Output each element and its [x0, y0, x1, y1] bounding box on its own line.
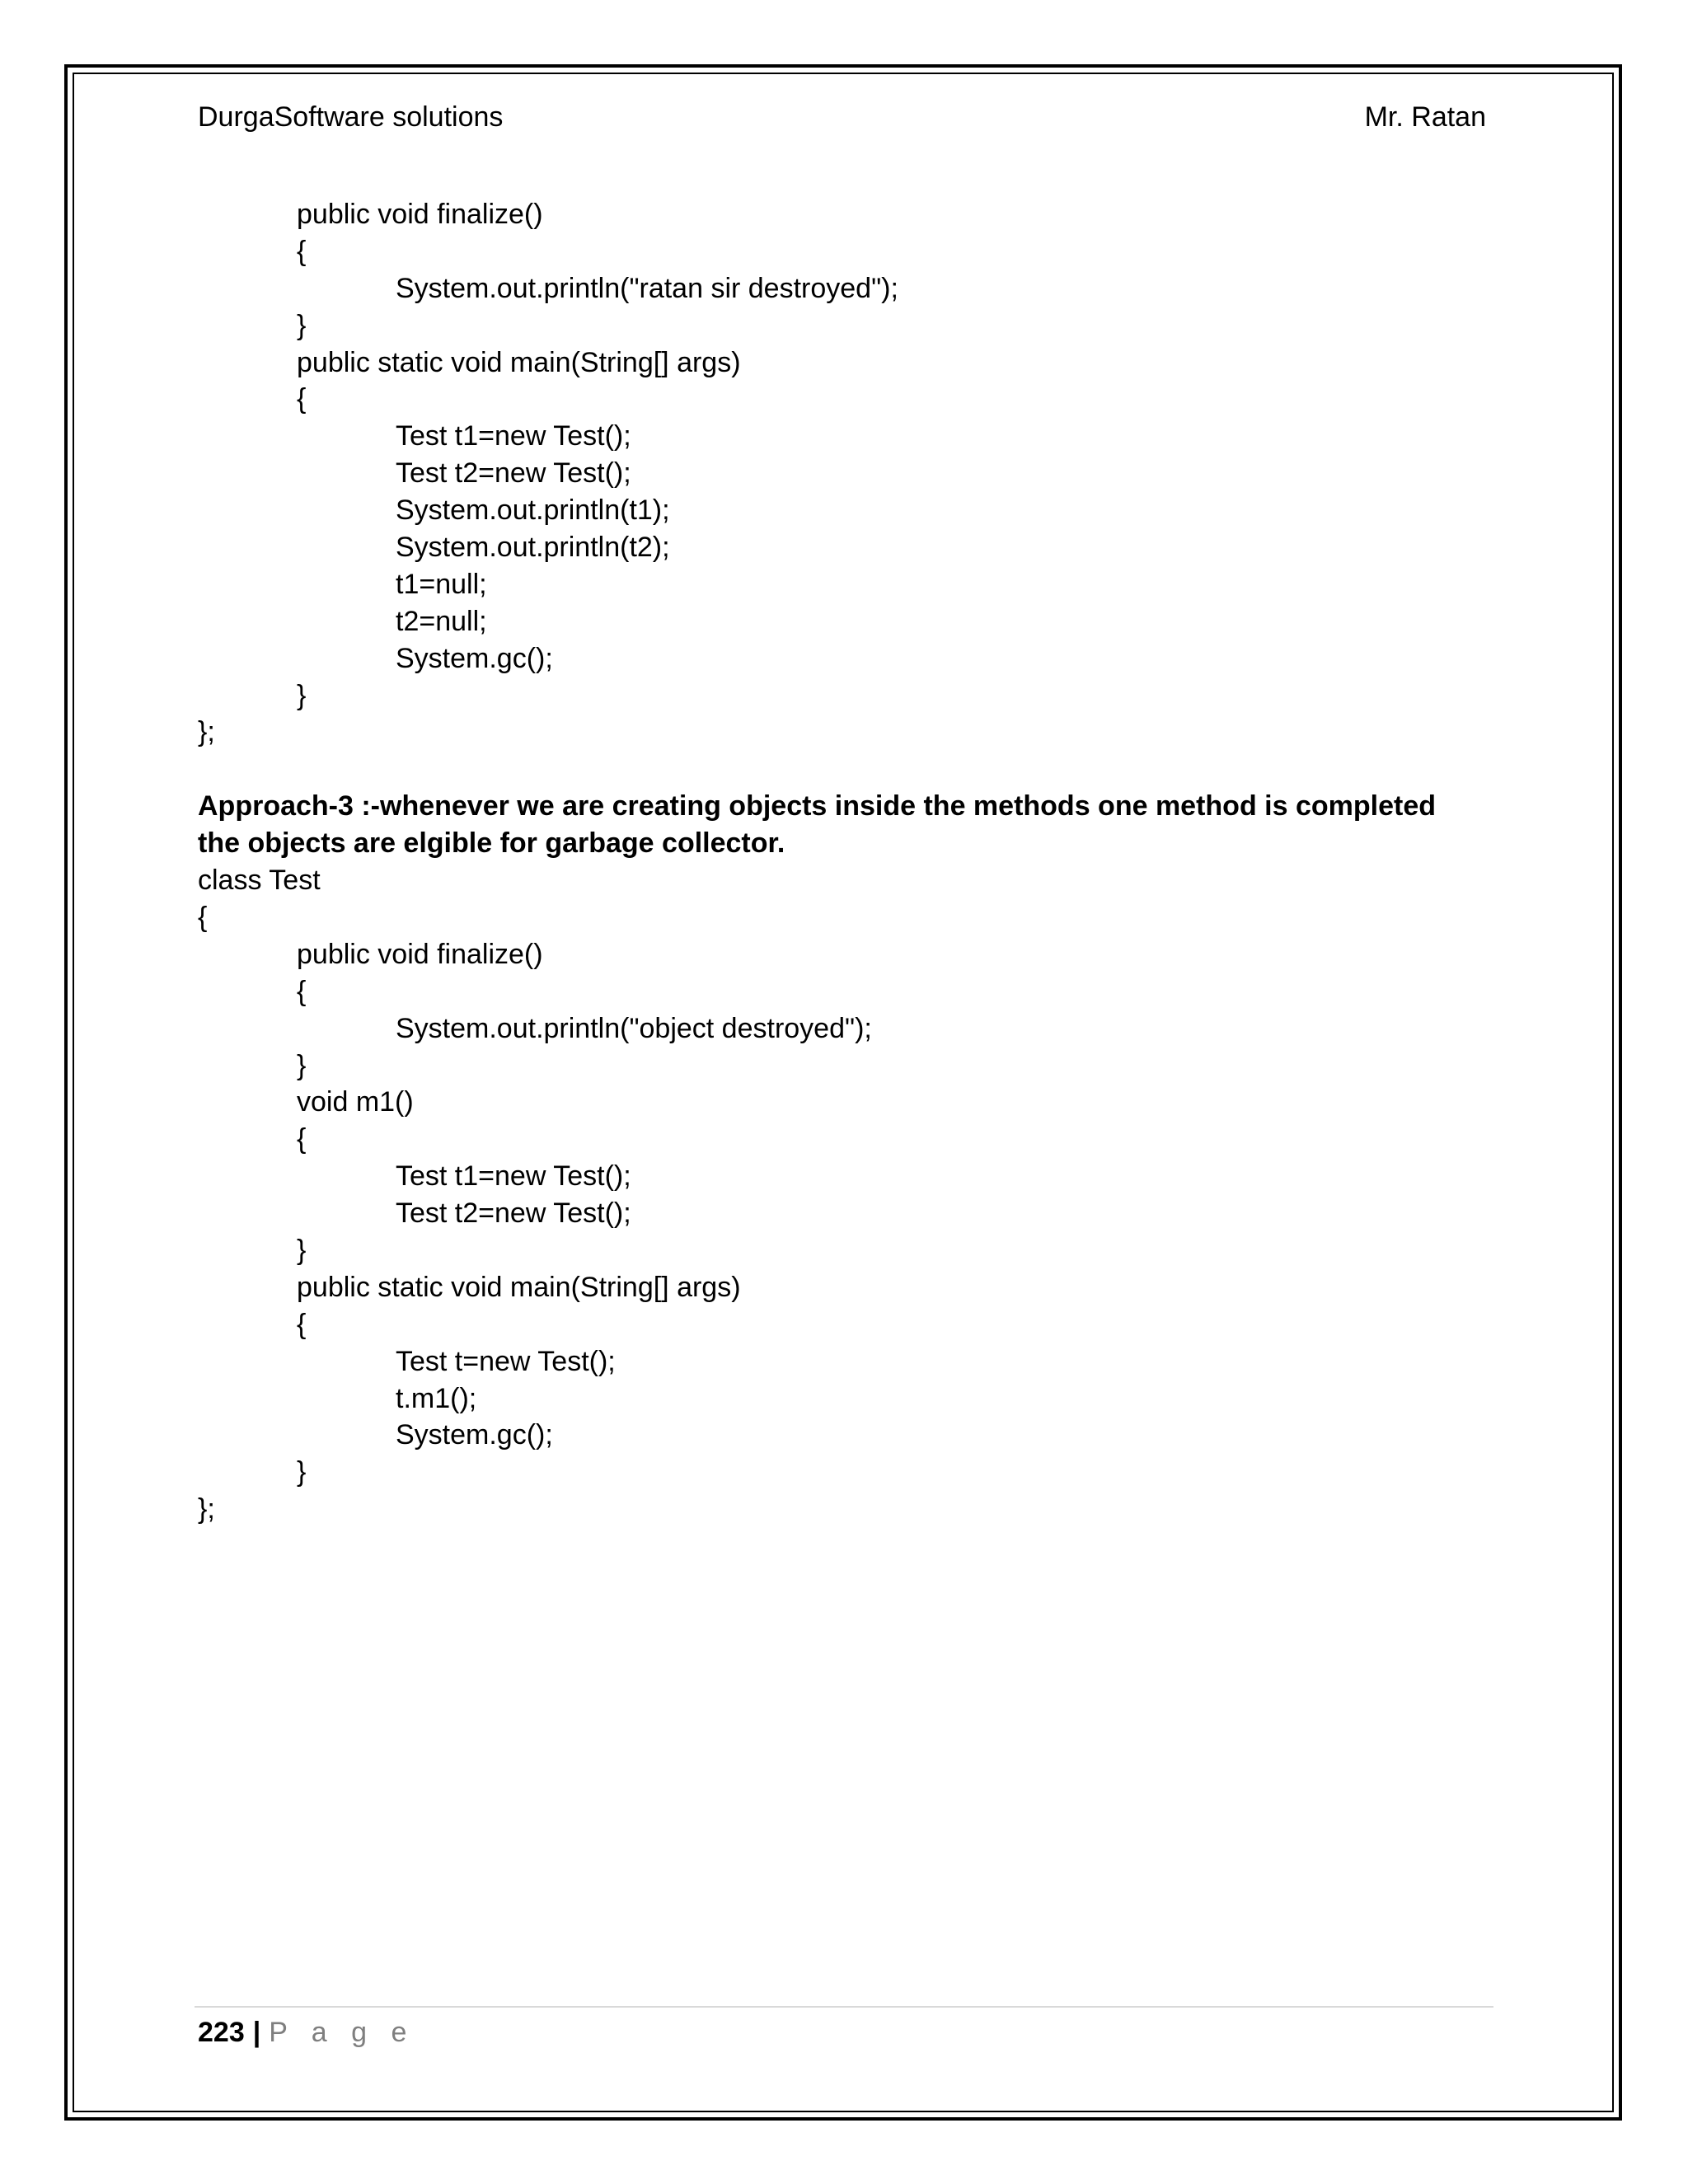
code-line: t1=null; [396, 568, 487, 600]
code-line: System.gc(); [396, 1419, 553, 1451]
code-line: { [297, 975, 307, 1007]
code-line: } [297, 679, 307, 711]
page-number: 223 [198, 2017, 245, 2048]
code-line: { [198, 901, 208, 933]
header-company: DurgaSoftware solutions [198, 101, 504, 133]
code-line: t2=null; [396, 605, 487, 637]
code-line: Test t1=new Test(); [396, 420, 631, 452]
code-line: System.gc(); [396, 642, 553, 674]
code-line: public void finalize() [297, 938, 543, 970]
code-line: } [297, 309, 307, 341]
code-line: } [297, 1456, 307, 1488]
code-line: public static void main(String[] args) [297, 1271, 741, 1303]
approach-heading: Approach-3 :-whenever we are creating objects inside the methods one method is completed the objects are elgible for garbage collector. [198, 790, 1436, 860]
code-block-1 [198, 196, 1484, 1528]
code-line: t.m1(); [396, 1382, 477, 1414]
code-line: System.out.println("ratan sir destroyed"); [396, 272, 898, 304]
code-line: Test t2=new Test(); [396, 1197, 631, 1230]
footer-divider [195, 2006, 1493, 2008]
page-header [198, 97, 1486, 137]
page-separator: | [252, 2017, 261, 2048]
code-line: }; [198, 1493, 215, 1526]
page-word: P a g e [269, 2017, 415, 2048]
code-line: } [297, 1049, 307, 1081]
code-line: System.out.println("object destroyed"); [396, 1012, 872, 1044]
code-line: { [297, 383, 307, 415]
code-line: Test t=new Test(); [396, 1345, 616, 1377]
code-line: public void finalize() [297, 199, 543, 230]
code-line: void m1() [297, 1086, 414, 1118]
page-footer [198, 2013, 415, 2052]
code-line: { [297, 235, 307, 267]
code-line: System.out.println(t2); [396, 532, 670, 564]
code-line: public static void main(String[] args) [297, 346, 741, 378]
code-line: Test t1=new Test(); [396, 1160, 631, 1193]
code-line: Test t2=new Test(); [396, 457, 631, 490]
code-line: } [297, 1234, 307, 1266]
code-line: System.out.println(t1); [396, 494, 670, 527]
code-line: { [297, 1123, 307, 1155]
header-author: Mr. Ratan [1364, 101, 1486, 133]
code-line: class Test [198, 865, 321, 897]
code-line: { [297, 1308, 307, 1340]
code-line: }; [198, 716, 215, 748]
